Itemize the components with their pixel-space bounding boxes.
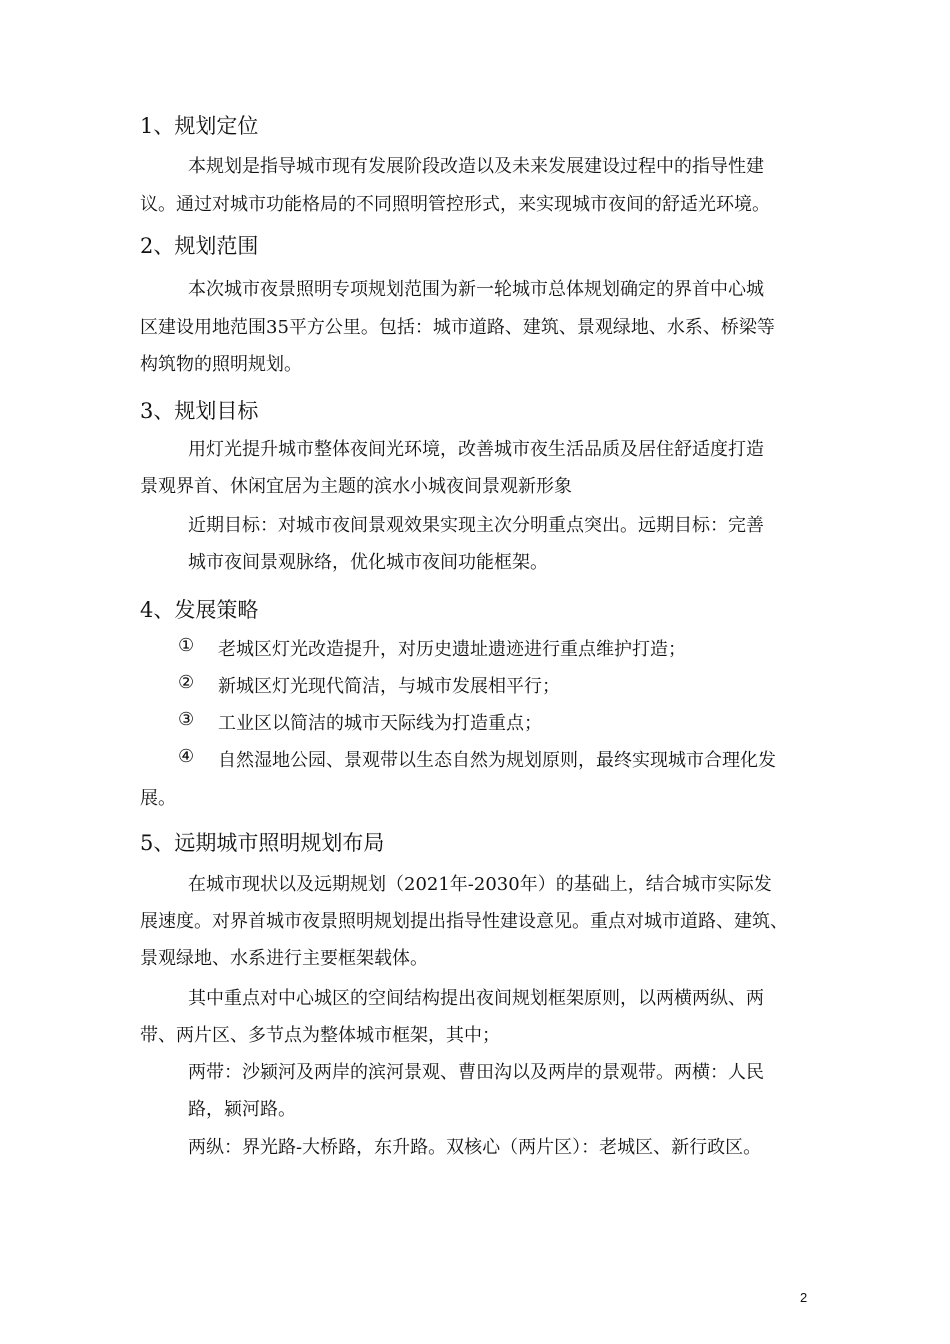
section-3-heading: 3、规划目标 xyxy=(140,399,259,423)
section-1-line-1: 本规划是指导城市现有发展阶段改造以及未来发展建设过程中的指导性建 xyxy=(188,156,764,177)
page-number: 2 xyxy=(800,1290,808,1305)
section-5-line-3: 景观绿地、水系进行主要框架载体。 xyxy=(140,948,428,969)
section-3-line-4: 城市夜间景观脉络，优化城市夜间功能框架。 xyxy=(188,552,548,573)
section-5-line-1: 在城市现状以及远期规划（2021年-2030年）的基础上，结合城市实际发 xyxy=(188,874,772,895)
list-item-text: 工业区以简洁的城市天际线为打造重点； xyxy=(218,713,542,734)
section-2-line-2: 区建设用地范围35平方公里。包括：城市道路、建筑、景观绿地、水系、桥梁等 xyxy=(140,317,775,338)
section-5-line-2: 展速度。对界首城市夜景照明规划提出指导性建设意见。重点对城市道路、建筑、 xyxy=(140,911,788,932)
section-4-heading: 4、发展策略 xyxy=(140,598,259,622)
section-3-line-1: 用灯光提升城市整体夜间光环境，改善城市夜生活品质及居住舒适度打造 xyxy=(188,439,764,460)
list-number: ④ xyxy=(178,746,195,767)
section-1-heading: 1、规划定位 xyxy=(140,114,259,138)
section-2-line-3: 构筑物的照明规划。 xyxy=(140,354,302,375)
section-2-heading: 2、规划范围 xyxy=(140,234,259,258)
section-3-line-2: 景观界首、休闲宜居为主题的滨水小城夜间景观新形象 xyxy=(140,476,572,497)
list-number: ② xyxy=(178,672,195,693)
section-5-line-7: 路，颍河路。 xyxy=(188,1099,296,1120)
section-1-line-2: 议。通过对城市功能格局的不同照明管控形式，来实现城市夜间的舒适光环境。 xyxy=(140,194,770,215)
list-item-continuation: 展。 xyxy=(140,788,176,809)
list-number: ① xyxy=(178,635,195,656)
section-5-line-4: 其中重点对中心城区的空间结构提出夜间规划框架原则，以两横两纵、两 xyxy=(188,988,764,1009)
section-5-line-6: 两带：沙颍河及两岸的滨河景观、曹田沟以及两岸的景观带。两横：人民 xyxy=(188,1062,764,1083)
list-item-text: 新城区灯光现代简洁，与城市发展相平行； xyxy=(218,676,560,697)
list-item-text: 自然湿地公园、景观带以生态自然为规划原则，最终实现城市合理化发 xyxy=(218,750,776,771)
section-3-line-3: 近期目标：对城市夜间景观效果实现主次分明重点突出。远期目标：完善 xyxy=(188,515,764,536)
list-item-text: 老城区灯光改造提升，对历史遗址遗迹进行重点维护打造； xyxy=(218,639,686,660)
section-5-line-8: 两纵：界光路-大桥路，东升路。双核心（两片区）：老城区、新行政区。 xyxy=(188,1137,762,1158)
section-2-line-1: 本次城市夜景照明专项规划范围为新一轮城市总体规划确定的界首中心城 xyxy=(188,279,764,300)
list-number: ③ xyxy=(178,709,195,730)
section-5-line-5: 带、两片区、多节点为整体城市框架，其中； xyxy=(140,1025,500,1046)
section-5-heading: 5、远期城市照明规划布局 xyxy=(140,831,385,855)
